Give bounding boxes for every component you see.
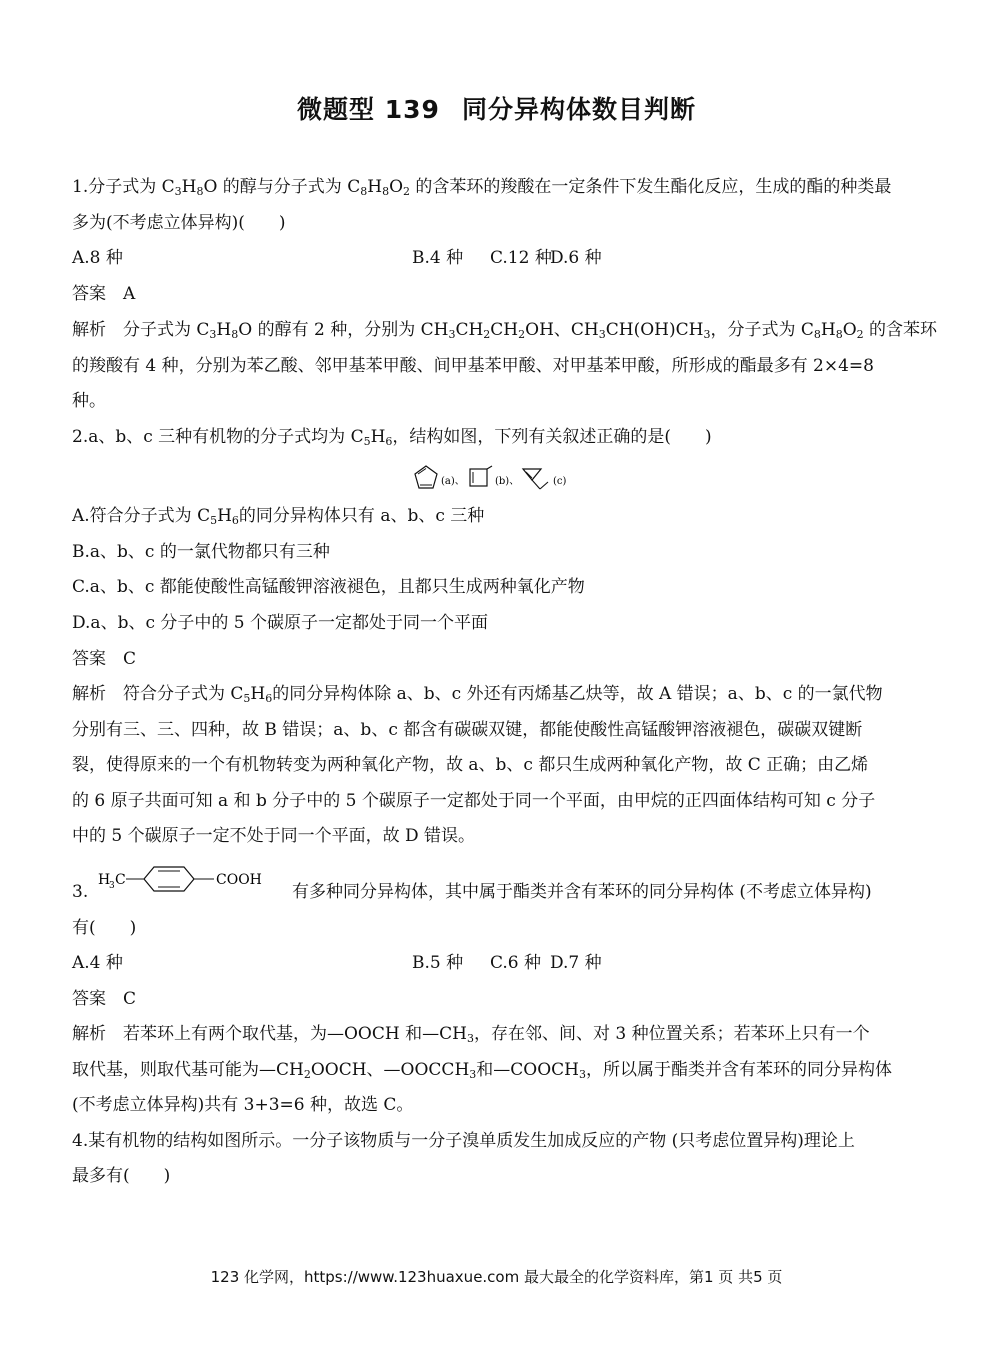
q3-stem-line-1: 有多种同分异构体，其中属于酯类并含有苯环的同分异构体 (不考虑立体异构) bbox=[292, 882, 872, 902]
q1-stem-line-1: 1.分子式为 $C_3H_8O$ 的醇与分子式为 $C_8H_8O_2$ 的含苯环的羧酸在一定条件下发生酯化反应，生成的酯的种类最 bbox=[72, 177, 892, 198]
q3-option-c: C.6 种 bbox=[490, 953, 542, 973]
q1-explanation-line-2: 的羧酸有 4 种，分别为苯乙酸、邻甲基苯甲酸、间甲基苯甲酸、对甲基苯甲酸，所形成的酯最多有 2×4=8 bbox=[72, 356, 874, 376]
q3-explanation-line-3: (不考虑立体异构)共有 3+3=6 种，故选 C。 bbox=[72, 1095, 414, 1115]
q2-option-d: D.a、b、c 分子中的 5 个碳原子一定都处于同一个平面 bbox=[72, 613, 488, 633]
q1-option-c: C.12 种 bbox=[490, 248, 552, 268]
q2-explanation-line-1: 解析 符合分子式为 $C_5H_6$的同分异构体除 a、b、c 外还有丙烯基乙炔等，故 A 错误；a、b、c 的一氯代物 bbox=[72, 684, 883, 705]
label-a: (a)、 bbox=[441, 476, 465, 487]
q1-options bbox=[72, 247, 922, 269]
label-c: (c) bbox=[553, 476, 567, 487]
q3-option-a: A.4 种 bbox=[72, 953, 123, 973]
cyclobutene-structure bbox=[470, 466, 492, 486]
label-b: (b)、 bbox=[495, 476, 520, 487]
q3-number: 3. bbox=[72, 882, 89, 902]
title-sub: 同分异构体数目判断 bbox=[461, 95, 696, 124]
q1-stem-line-2: 多为(不考虑立体异构)( ) bbox=[72, 213, 286, 233]
q2-option-a: A.符合分子式为 $C_5H_6$的同分异构体只有 a、b、c 三种 bbox=[72, 506, 485, 527]
page-title bbox=[0, 90, 993, 126]
h3c-c: C bbox=[115, 872, 126, 888]
q1-answer: 答案 A bbox=[72, 284, 136, 304]
q2-explanation-line-2: 分别有三、三、四种，故 B 错误；a、b、c 都含有碳碳双键，都能使酸性高锰酸钾溶液褪色，碳碳双键断 bbox=[72, 720, 863, 740]
q4-stem-line-1: 4.某有机物的结构如图所示。一分子该物质与一分子溴单质发生加成反应的产物 (只考虑位置异构)理论上 bbox=[72, 1131, 855, 1151]
q2-option-c: C.a、b、c 都能使酸性高锰酸钾溶液褪色，且都只生成两种氧化产物 bbox=[72, 577, 585, 597]
cyclopentadiene-structure bbox=[415, 466, 437, 488]
q1-explanation-line-1: 解析 分子式为 $C_3H_8O$ 的醇有 2 种，分别为 $CH_3CH_2CH_2OH$、$CH_3CH(OH)CH_3$，分子式为 $C_8H_8O_2$ 的含苯环 bbox=[72, 320, 938, 341]
q1-explanation-line-3: 种。 bbox=[72, 391, 106, 411]
q2-option-b: B.a、b、c 的一氯代物都只有三种 bbox=[72, 542, 330, 562]
h3c-sub: 3 bbox=[109, 881, 115, 891]
q2-answer: 答案 C bbox=[72, 649, 137, 669]
title-main: 微题型 139 bbox=[297, 95, 440, 124]
q1-option-a: A.8 种 bbox=[72, 248, 123, 268]
q3-option-b: B.5 种 bbox=[412, 953, 464, 973]
q2-structures-figure bbox=[412, 464, 582, 494]
cyclopropene-structure bbox=[523, 469, 548, 489]
h3c-h: H bbox=[98, 872, 111, 888]
q1-option-b: B.4 种 bbox=[412, 248, 464, 268]
q4-stem-line-2: 最多有( ) bbox=[72, 1166, 171, 1186]
p-toluic-acid-structure bbox=[96, 862, 286, 898]
q3-option-d: D.7 种 bbox=[550, 953, 602, 973]
q3-options bbox=[72, 952, 922, 974]
q2-explanation-line-4: 的 6 原子共面可知 a 和 b 分子中的 5 个碳原子一定都处于同一个平面，由甲烷的正四面体结构可知 c 分子 bbox=[72, 791, 876, 811]
q2-explanation-line-3: 裂，使得原来的一个有机物转变为两种氧化产物，故 a、b、c 都只生成两种氧化产物，故 C 正确；由乙烯 bbox=[72, 755, 869, 775]
q3-answer: 答案 C bbox=[72, 989, 137, 1009]
q3-stem-line-2: 有( ) bbox=[72, 918, 137, 938]
q2-stem: 2.a、b、c 三种有机物的分子式均为 $C_5H_6$，结构如图，下列有关叙述正确的是( ) bbox=[72, 427, 712, 448]
q2-explanation-line-5: 中的 5 个碳原子一定不处于同一个平面，故 D 错误。 bbox=[72, 826, 476, 846]
cooh-label: COOH bbox=[216, 872, 262, 888]
page-footer: 123 化学网，https://www.123huaxue.com 最大最全的化学资料库，第1 页 共5 页 bbox=[210, 1268, 783, 1286]
q3-explanation-line-1: 解析 若苯环上有两个取代基，为—OOCH 和$—CH_3$，存在邻、间、对 3 种位置关系；若苯环上只有一个 bbox=[72, 1024, 870, 1045]
q3-explanation-line-2: 取代基，则取代基可能为$—CH_2OOCH$、$—OOCCH_3$和$—COOCH_3$，所以属于酯类并含有苯环的同分异构体 bbox=[72, 1060, 892, 1081]
q1-option-d: D.6 种 bbox=[550, 248, 602, 268]
